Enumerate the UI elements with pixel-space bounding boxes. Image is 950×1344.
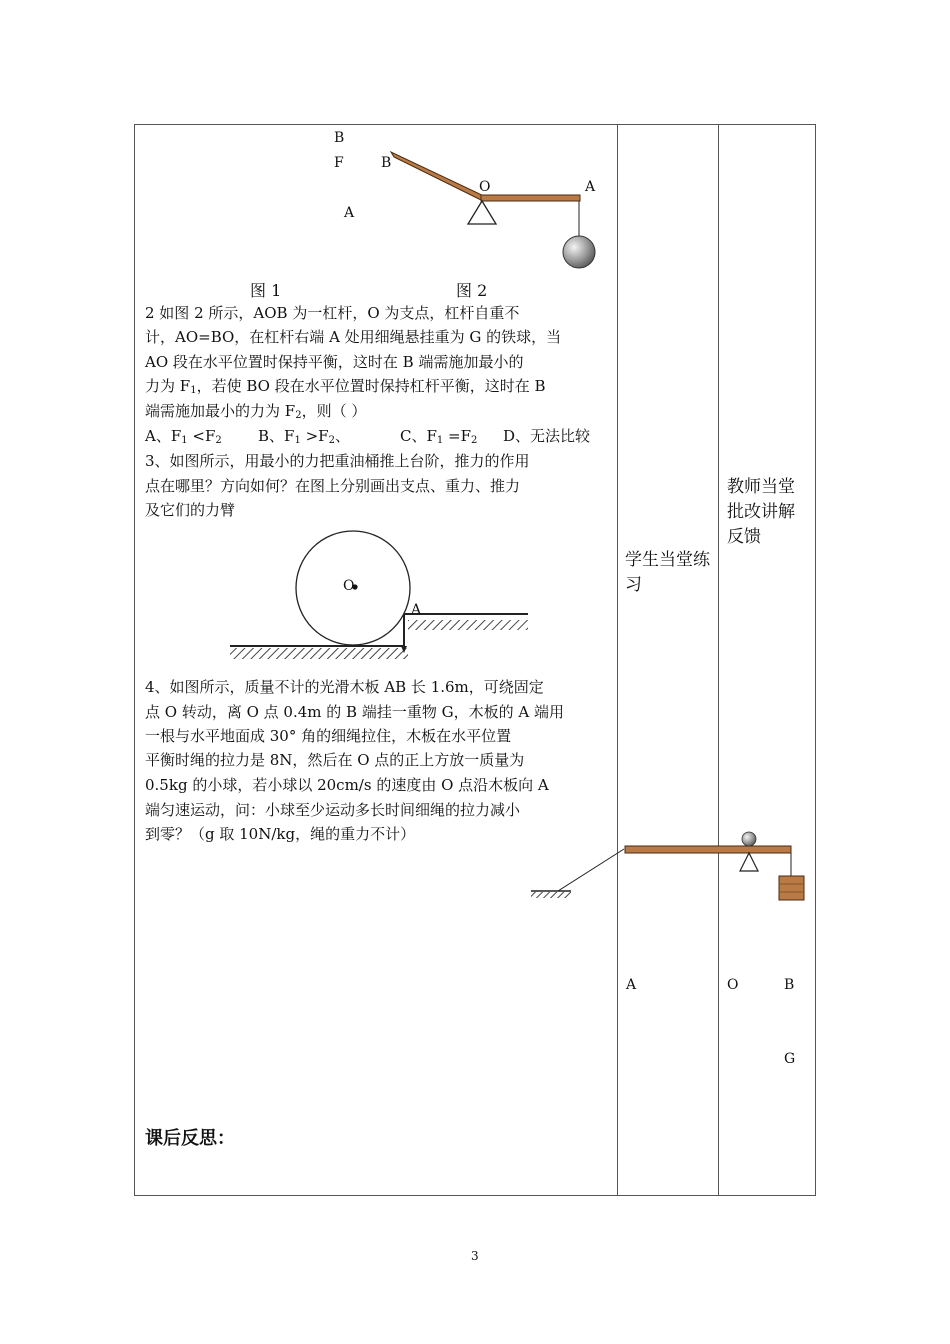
q4-label-a: A — [626, 977, 637, 993]
page-number: 3 — [471, 1249, 479, 1263]
lever-ao-segment — [481, 195, 580, 201]
table-border-left — [134, 124, 135, 1196]
table-divider-1 — [617, 124, 618, 1196]
q3-line-2: 点在哪里？方向如何？在图上分别画出支点、重力、推力 — [145, 477, 521, 495]
small-ball — [742, 832, 756, 846]
q4-line-2: 点 O 转动，离 O 点 0.4m 的 B 端挂一重物 G，木板的 A 端用 — [145, 703, 564, 721]
q4-board-diagram — [528, 828, 813, 903]
q3-label-a: A — [411, 602, 422, 618]
q4-line-1: 4、如图所示，质量不计的光滑木板 AB 长 1.6m，可绕固定 — [145, 678, 544, 696]
fig2-lever-diagram — [380, 145, 605, 275]
lever-bo-segment — [391, 152, 484, 201]
q2-line-3: AO 段在水平位置时保持平衡，这时在 B 端需施加最小的 — [145, 353, 524, 371]
q2-line-1: 2 如图 2 所示，AOB 为一杠杆，O 为支点，杠杆自重不 — [145, 304, 520, 322]
fig1-label-a: A — [344, 205, 355, 221]
table-border-top — [134, 124, 816, 125]
q2-line-2: 计，AO=BO，在杠杆右端 A 处用细绳悬挂重为 G 的铁球，当 — [145, 328, 562, 346]
wooden-board — [625, 846, 791, 853]
fig2-label-b: B — [381, 155, 392, 171]
q3-line-1: 3、如图所示，用最小的力把重油桶推上台阶，推力的作用 — [145, 452, 530, 470]
weight-block — [779, 876, 804, 900]
q2-option-b: B、$F_1 >F_2$、 — [258, 427, 350, 446]
q2-option-a: A、$F_1 <F_2$ — [145, 427, 222, 446]
q4-line-5: 0.5kg 的小球，若小球以 20cm/s 的速度由 O 点沿木板向 A — [145, 776, 549, 794]
q4-label-b: B — [784, 977, 795, 993]
q2-option-c: C、$F_1 =F_2$ — [400, 427, 478, 446]
q2-line-4: 力为 $F_1$，若使 BO 段在水平位置时保持杠杆平衡，这时在 B — [145, 377, 546, 396]
caption-fig1: 图 1 — [250, 281, 282, 300]
after-class-reflection: 课后反思： — [145, 1128, 235, 1149]
q4-line-4: 平衡时绳的拉力是 8N，然后在 O 点的正上方放一质量为 — [145, 751, 525, 769]
q4-line-7: 到零？（g 取 10N/kg，绳的重力不计） — [145, 825, 416, 843]
teacher-feedback-label: 教师当堂批改讲解反馈 — [727, 477, 795, 547]
q3-label-o: O — [343, 578, 355, 594]
table-border-right — [815, 124, 816, 1196]
fulcrum-triangle — [468, 201, 496, 224]
ground-anchor — [531, 892, 571, 898]
q3-barrel-step-diagram — [228, 520, 533, 665]
table-border-bottom — [134, 1195, 816, 1196]
fulcrum — [740, 853, 758, 871]
q2-option-d: D、无法比较 — [503, 427, 591, 445]
q4-line-3: 一根与水平地面成 30° 角的细绳拉住，木板在水平位置 — [145, 727, 512, 745]
fig2-label-o: O — [479, 179, 491, 195]
fig1-label-f: F — [334, 155, 344, 171]
rope — [558, 849, 624, 891]
fig1-label-b: B — [334, 130, 345, 146]
fig2-label-a: A — [585, 179, 596, 195]
q4-line-6: 端匀速运动，问：小球至少运动多长时间细绳的拉力减小 — [145, 801, 521, 819]
q3-line-3: 及它们的力臂 — [145, 501, 236, 519]
q4-label-g: G — [784, 1051, 796, 1067]
table-divider-2 — [718, 124, 719, 1196]
iron-ball — [563, 236, 595, 268]
q2-line-5: 端需施加最小的力为 $F_2$，则（ ） — [145, 402, 367, 421]
q4-label-o: O — [727, 977, 739, 993]
student-practice-label: 学生当堂练习 — [625, 550, 710, 595]
caption-fig2: 图 2 — [456, 281, 488, 300]
